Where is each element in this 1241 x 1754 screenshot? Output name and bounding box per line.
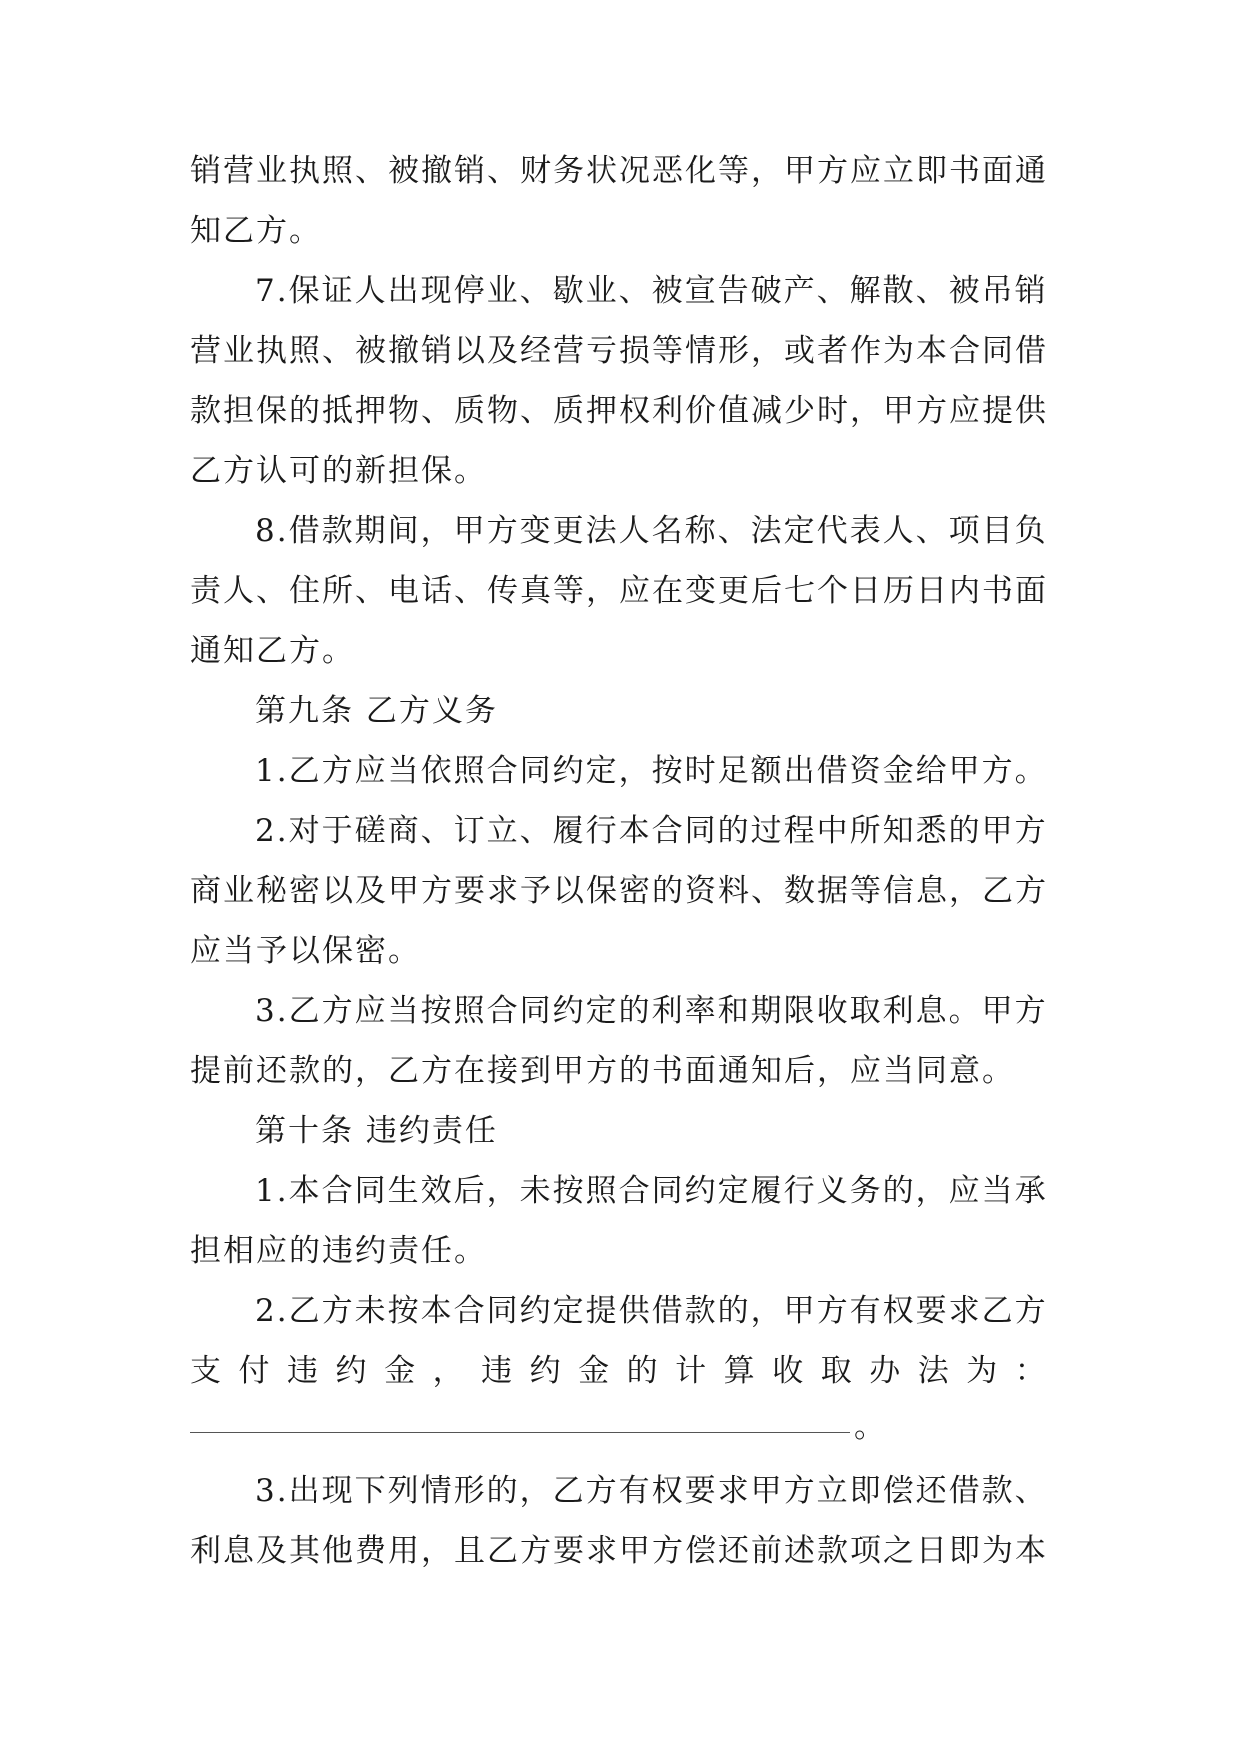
text-line: 2.对于磋商、订立、履行本合同的过程中所知悉的甲方 (255, 813, 1048, 849)
text-line: 提前还款的，乙方在接到甲方的书面通知后，应当同意。 (190, 1053, 1015, 1089)
text-line: 7.保证人出现停业、歇业、被宣告破产、解散、被吊销 (255, 273, 1048, 309)
text-line: 3.乙方应当按照合同约定的利率和期限收取利息。甲方 (255, 993, 1048, 1029)
char: 金 (384, 1353, 418, 1389)
fill-in-blank-line (190, 1432, 850, 1433)
text-line: 知乙方。 (190, 213, 322, 249)
text-line: 应当予以保密。 (190, 933, 421, 969)
text-line: 利息及其他费用，且乙方要求甲方偿还前述款项之日即为本 (190, 1533, 1048, 1569)
char: 金 (578, 1353, 612, 1389)
char: 计 (675, 1353, 709, 1389)
char: 取 (820, 1353, 854, 1389)
text-line: 8.借款期间，甲方变更法人名称、法定代表人、项目负 (255, 513, 1048, 549)
char: 办 (869, 1353, 903, 1389)
text-line: 1.本合同生效后，未按照合同约定履行义务的，应当承 (255, 1173, 1048, 1209)
char: 违 (287, 1353, 321, 1389)
section-heading: 第九条 乙方义务 (255, 693, 498, 729)
char: ， (432, 1353, 466, 1389)
text-line: 2.乙方未按本合同约定提供借款的，甲方有权要求乙方 (255, 1293, 1048, 1329)
text-line: 乙方认可的新担保。 (190, 453, 487, 489)
text-line: 营业执照、被撤销以及经营亏损等情形，或者作为本合同借 (190, 333, 1048, 369)
char: 的 (626, 1353, 660, 1389)
text-line: 销营业执照、被撤销、财务状况恶化等，甲方应立即书面通 (190, 153, 1048, 189)
section-heading: 第十条 违约责任 (255, 1113, 498, 1149)
text-line: 担相应的违约责任。 (190, 1233, 487, 1269)
spaced-text-line (190, 1348, 1048, 1394)
char: 违 (481, 1353, 515, 1389)
char: 为 (966, 1353, 1000, 1389)
char: 法 (917, 1353, 951, 1389)
char: 约 (529, 1353, 563, 1389)
char: 付 (238, 1353, 272, 1389)
char: 收 (772, 1353, 806, 1389)
text-line: 通知乙方。 (190, 633, 355, 669)
text-line: 1.乙方应当依照合同约定，按时足额出借资金给甲方。 (255, 753, 1048, 789)
text-line: 款担保的抵押物、质物、质押权利价值减少时，甲方应提供 (190, 393, 1048, 429)
char: 约 (335, 1353, 369, 1389)
char: ： (1014, 1353, 1048, 1389)
text-line: 商业秘密以及甲方要求予以保密的资料、数据等信息，乙方 (190, 873, 1048, 909)
char: 算 (723, 1353, 757, 1389)
text-line: 3.出现下列情形的，乙方有权要求甲方立即偿还借款、 (255, 1473, 1048, 1509)
text-line: 责人、住所、电话、传真等，应在变更后七个日历日内书面 (190, 573, 1048, 609)
char: 支 (190, 1353, 223, 1389)
blank-period: 。 (854, 1409, 885, 1445)
